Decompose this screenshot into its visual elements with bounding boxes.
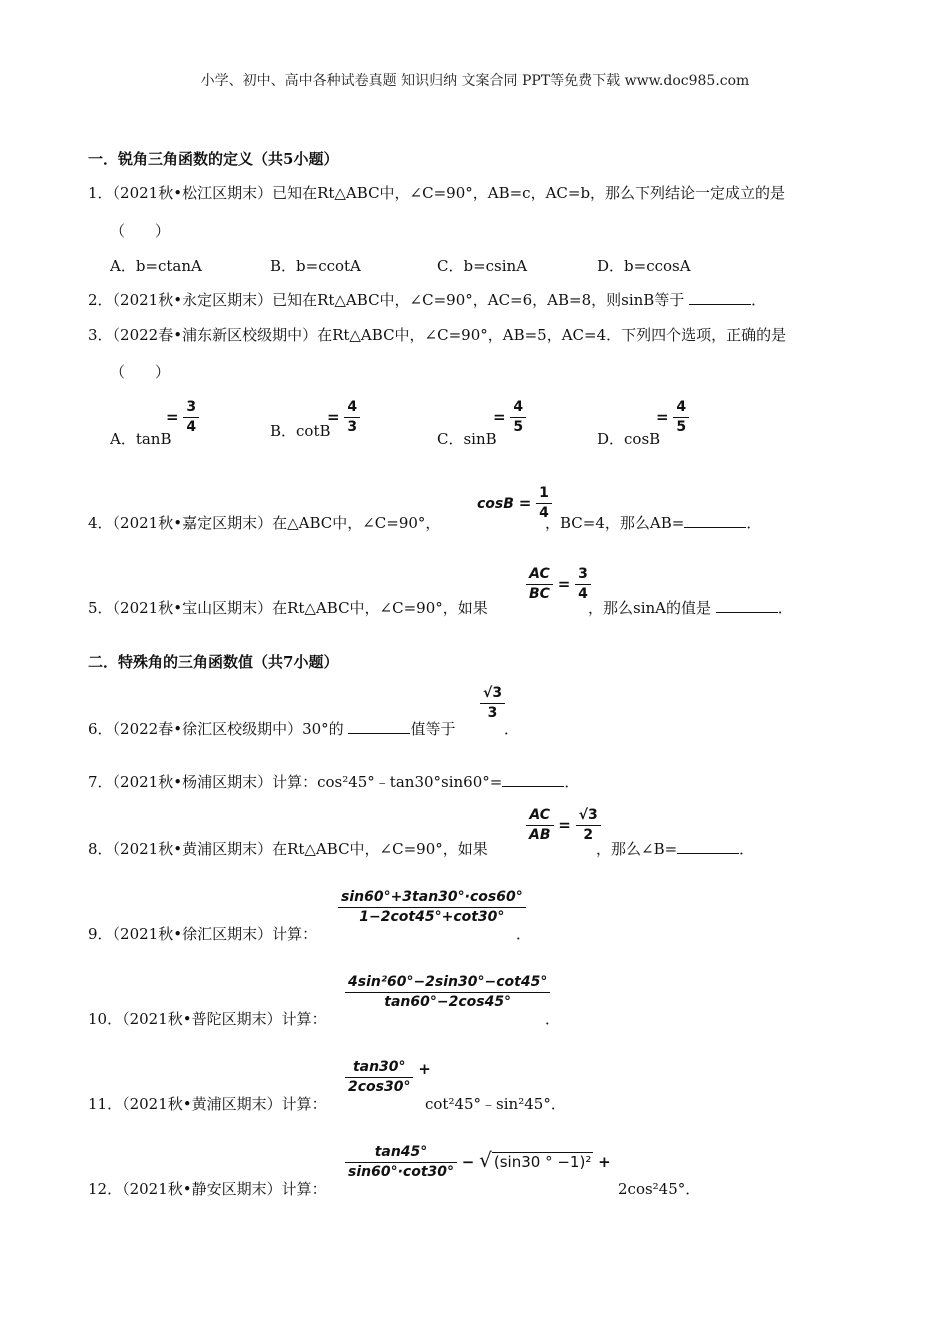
page-header: 小学、初中、高中各种试卷真题 知识归纳 文案合同 PPT等免费下载 www.doc985.com bbox=[200, 73, 750, 89]
question-9 bbox=[88, 923, 317, 944]
q4-number: 4． bbox=[88, 514, 113, 532]
q3-d-den: 5 bbox=[676, 419, 687, 436]
q12-sqrt-body: (sin30 ° −1)² bbox=[493, 1152, 592, 1171]
q5-end: ． bbox=[777, 599, 793, 617]
q10-expression bbox=[345, 975, 550, 1011]
q12-sqrt bbox=[479, 1148, 593, 1172]
q12-num: tan45° bbox=[345, 1145, 457, 1163]
q10-den: tan60°−2cos45° bbox=[384, 994, 512, 1011]
q11-expression bbox=[345, 1060, 431, 1096]
q3-c-den: 5 bbox=[513, 419, 524, 436]
q1-option-c: C．b=csinA bbox=[437, 257, 528, 275]
q3-text: 在Rt△ABC中，∠C=90°，AB=5，AC=4．下列四个选项，正确的是 bbox=[317, 326, 787, 344]
q3-option-d-frac bbox=[656, 400, 689, 436]
q8-condition bbox=[526, 808, 601, 844]
q1-option-a: A．b=ctanA bbox=[110, 257, 202, 275]
q6-mid: 值等于 bbox=[410, 720, 456, 738]
q12-fraction bbox=[345, 1145, 457, 1181]
q3-option-a-frac bbox=[166, 400, 199, 436]
q3-a-fraction bbox=[183, 400, 199, 436]
question-2 bbox=[88, 289, 766, 310]
q7-text: 计算：cos²45°﹣tan30°sin60°= bbox=[272, 773, 503, 791]
q3-option-a-label: A．tanB bbox=[110, 430, 172, 448]
q12-radical-sign: √ bbox=[479, 1147, 492, 1172]
q8-answer-blank bbox=[677, 839, 739, 854]
q6-den: 3 bbox=[487, 705, 498, 722]
q9-den: 1−2cot45°+cot30° bbox=[359, 909, 505, 926]
q3-option-c-frac bbox=[493, 400, 526, 436]
q5-frac1-num: AC bbox=[526, 567, 553, 585]
q5-fraction-ac-bc bbox=[526, 567, 553, 603]
q6-end: ． bbox=[504, 720, 520, 738]
q4-source: （2021秋•嘉定区期末） bbox=[112, 514, 273, 532]
q3-d-fraction bbox=[673, 400, 689, 436]
question-5 bbox=[88, 597, 488, 618]
q2-text: 已知在Rt△ABC中，∠C=90°，AC=6，AB=8，则sinB等于 bbox=[272, 291, 685, 309]
q7-source: （2021秋•杨浦区期末） bbox=[112, 773, 273, 791]
question-12 bbox=[88, 1178, 327, 1199]
q12-plus: + bbox=[598, 1152, 611, 1171]
q3-b-num: 4 bbox=[344, 400, 360, 418]
q1-text: 已知在Rt△ABC中，∠C=90°，AB=c，AC=b，那么下列结论一定成立的是 bbox=[272, 184, 786, 202]
q11-fraction bbox=[345, 1060, 413, 1096]
q6-number: 6． bbox=[88, 720, 113, 738]
q3-b-den: 3 bbox=[347, 419, 358, 436]
question-8 bbox=[88, 838, 488, 859]
q8-frac1-num: AC bbox=[526, 808, 554, 826]
q5-tail bbox=[588, 597, 793, 618]
q3-d-num: 4 bbox=[673, 400, 689, 418]
q4-den: 4 bbox=[539, 505, 549, 522]
q6-fraction-wrap bbox=[480, 686, 505, 722]
q1-paren: （ ） bbox=[110, 222, 171, 240]
q5-answer-blank bbox=[716, 598, 778, 613]
q7-number: 7． bbox=[88, 773, 113, 791]
q5-frac1-den: BC bbox=[529, 586, 550, 603]
q6-num: √3 bbox=[480, 686, 505, 704]
q3-c-equals: = bbox=[493, 407, 506, 426]
q3-c-num: 4 bbox=[510, 400, 526, 418]
q1-option-d: D．b=ccosA bbox=[597, 257, 691, 275]
q4-cos-b: cosB bbox=[477, 495, 514, 512]
q3-b-fraction bbox=[344, 400, 360, 436]
q6-source: （2022春•徐汇区校级期中） bbox=[112, 720, 303, 738]
section-title-2: 二．特殊角的三角函数值（共7小题） bbox=[88, 653, 339, 671]
q11-den: 2cos30° bbox=[348, 1079, 411, 1096]
q9-end: ． bbox=[516, 925, 532, 943]
q8-end: ． bbox=[739, 840, 755, 858]
q4-tail bbox=[545, 512, 761, 533]
q10-text: 计算： bbox=[281, 1010, 327, 1028]
question-4 bbox=[88, 512, 440, 533]
q12-number: 12． bbox=[88, 1180, 123, 1198]
q9-number: 9． bbox=[88, 925, 113, 943]
section-title-1: 一．锐角三角函数的定义（共5小题） bbox=[88, 150, 339, 168]
q4-condition bbox=[477, 486, 552, 522]
q12-tail: 2cos²45°． bbox=[618, 1180, 701, 1198]
q8-tail bbox=[596, 838, 754, 859]
q5-source: （2021秋•宝山区期末） bbox=[112, 599, 273, 617]
q4-equals: = bbox=[518, 493, 532, 512]
q10-fraction bbox=[345, 975, 550, 1011]
q11-tail: cot²45°﹣sin²45°． bbox=[425, 1095, 566, 1113]
q9-text: 计算： bbox=[272, 925, 318, 943]
q4-num: 1 bbox=[536, 486, 552, 504]
q8-frac2-den: 2 bbox=[583, 827, 594, 844]
q3-source: （2022春•浦东新区校级期中） bbox=[112, 326, 318, 344]
q8-frac1-den: AB bbox=[529, 827, 551, 844]
q11-source: （2021秋•黄浦区期末） bbox=[122, 1095, 282, 1113]
q8-frac2-num: √3 bbox=[576, 808, 601, 826]
q4-after: ，BC=4，那么AB= bbox=[545, 514, 685, 532]
q12-text: 计算： bbox=[281, 1180, 327, 1198]
q3-option-b-label: B．cotB bbox=[270, 422, 331, 440]
q5-frac2-num: 3 bbox=[575, 567, 591, 585]
question-6 bbox=[88, 718, 455, 739]
q5-number: 5． bbox=[88, 599, 113, 617]
q3-c-fraction bbox=[510, 400, 526, 436]
q12-source: （2021秋•静安区期末） bbox=[122, 1180, 282, 1198]
q6-text: 30°的 bbox=[302, 720, 344, 738]
q12-minus: − bbox=[461, 1152, 475, 1171]
question-10 bbox=[88, 1008, 327, 1029]
q8-source: （2021秋•黄浦区期末） bbox=[112, 840, 273, 858]
q4-text: 在△ABC中，∠C=90°， bbox=[272, 514, 441, 532]
q3-a-den: 4 bbox=[186, 419, 197, 436]
q10-number: 10． bbox=[88, 1010, 123, 1028]
q3-number: 3． bbox=[88, 326, 113, 344]
q2-end: ． bbox=[751, 291, 767, 309]
q11-plus: + bbox=[418, 1060, 431, 1078]
q7-end: ． bbox=[564, 773, 580, 791]
q12-den: sin60°·cot30° bbox=[348, 1164, 454, 1181]
q4-end: ． bbox=[746, 514, 762, 532]
q1-number: 1． bbox=[88, 184, 113, 202]
q3-paren: （ ） bbox=[110, 363, 171, 381]
q8-fraction-ac-ab bbox=[526, 808, 554, 844]
q6-fraction bbox=[480, 686, 505, 722]
q2-answer-blank bbox=[689, 290, 751, 305]
q9-source: （2021秋•徐汇区期末） bbox=[112, 925, 273, 943]
q1-source: （2021秋•松江区期末） bbox=[112, 184, 273, 202]
q1-option-b: B．b=ccotA bbox=[270, 257, 361, 275]
q9-expression bbox=[338, 890, 526, 926]
q2-source: （2021秋•永定区期末） bbox=[112, 291, 273, 309]
q5-condition bbox=[526, 567, 591, 603]
q10-source: （2021秋•普陀区期末） bbox=[122, 1010, 282, 1028]
q9-fraction bbox=[338, 890, 526, 926]
q3-b-equals: = bbox=[327, 407, 340, 426]
q5-text: 在Rt△ABC中，∠C=90°，如果 bbox=[272, 599, 488, 617]
q3-option-c-label: C．sinB bbox=[437, 430, 497, 448]
q3-a-num: 3 bbox=[183, 400, 199, 418]
q4-answer-blank bbox=[684, 513, 746, 528]
q6-answer-blank bbox=[348, 719, 410, 734]
q3-d-equals: = bbox=[656, 407, 669, 426]
question-1 bbox=[88, 182, 785, 203]
q3-option-b-frac bbox=[327, 400, 360, 436]
q8-after: ，那么∠B= bbox=[596, 840, 678, 858]
q5-after: ，那么sinA的值是 bbox=[588, 599, 711, 617]
q8-equals: = bbox=[558, 815, 571, 834]
q8-number: 8． bbox=[88, 840, 113, 858]
question-3 bbox=[88, 324, 786, 345]
q5-frac2-den: 4 bbox=[578, 586, 588, 603]
question-11 bbox=[88, 1093, 327, 1114]
q7-answer-blank bbox=[502, 772, 564, 787]
q11-num: tan30° bbox=[345, 1060, 413, 1078]
q3-option-d-label: D．cosB bbox=[597, 430, 661, 448]
q8-text: 在Rt△ABC中，∠C=90°，如果 bbox=[272, 840, 488, 858]
q12-expression bbox=[345, 1145, 611, 1181]
q11-number: 11． bbox=[88, 1095, 123, 1113]
q9-num: sin60°+3tan30°·cos60° bbox=[338, 890, 526, 908]
q5-equals: = bbox=[557, 574, 571, 593]
q3-a-equals: = bbox=[166, 407, 179, 426]
question-7 bbox=[88, 771, 579, 792]
q11-text: 计算： bbox=[281, 1095, 327, 1113]
q10-num: 4sin²60°−2sin30°−cot45° bbox=[345, 975, 550, 993]
q2-number: 2． bbox=[88, 291, 113, 309]
q10-end: ． bbox=[545, 1010, 561, 1028]
